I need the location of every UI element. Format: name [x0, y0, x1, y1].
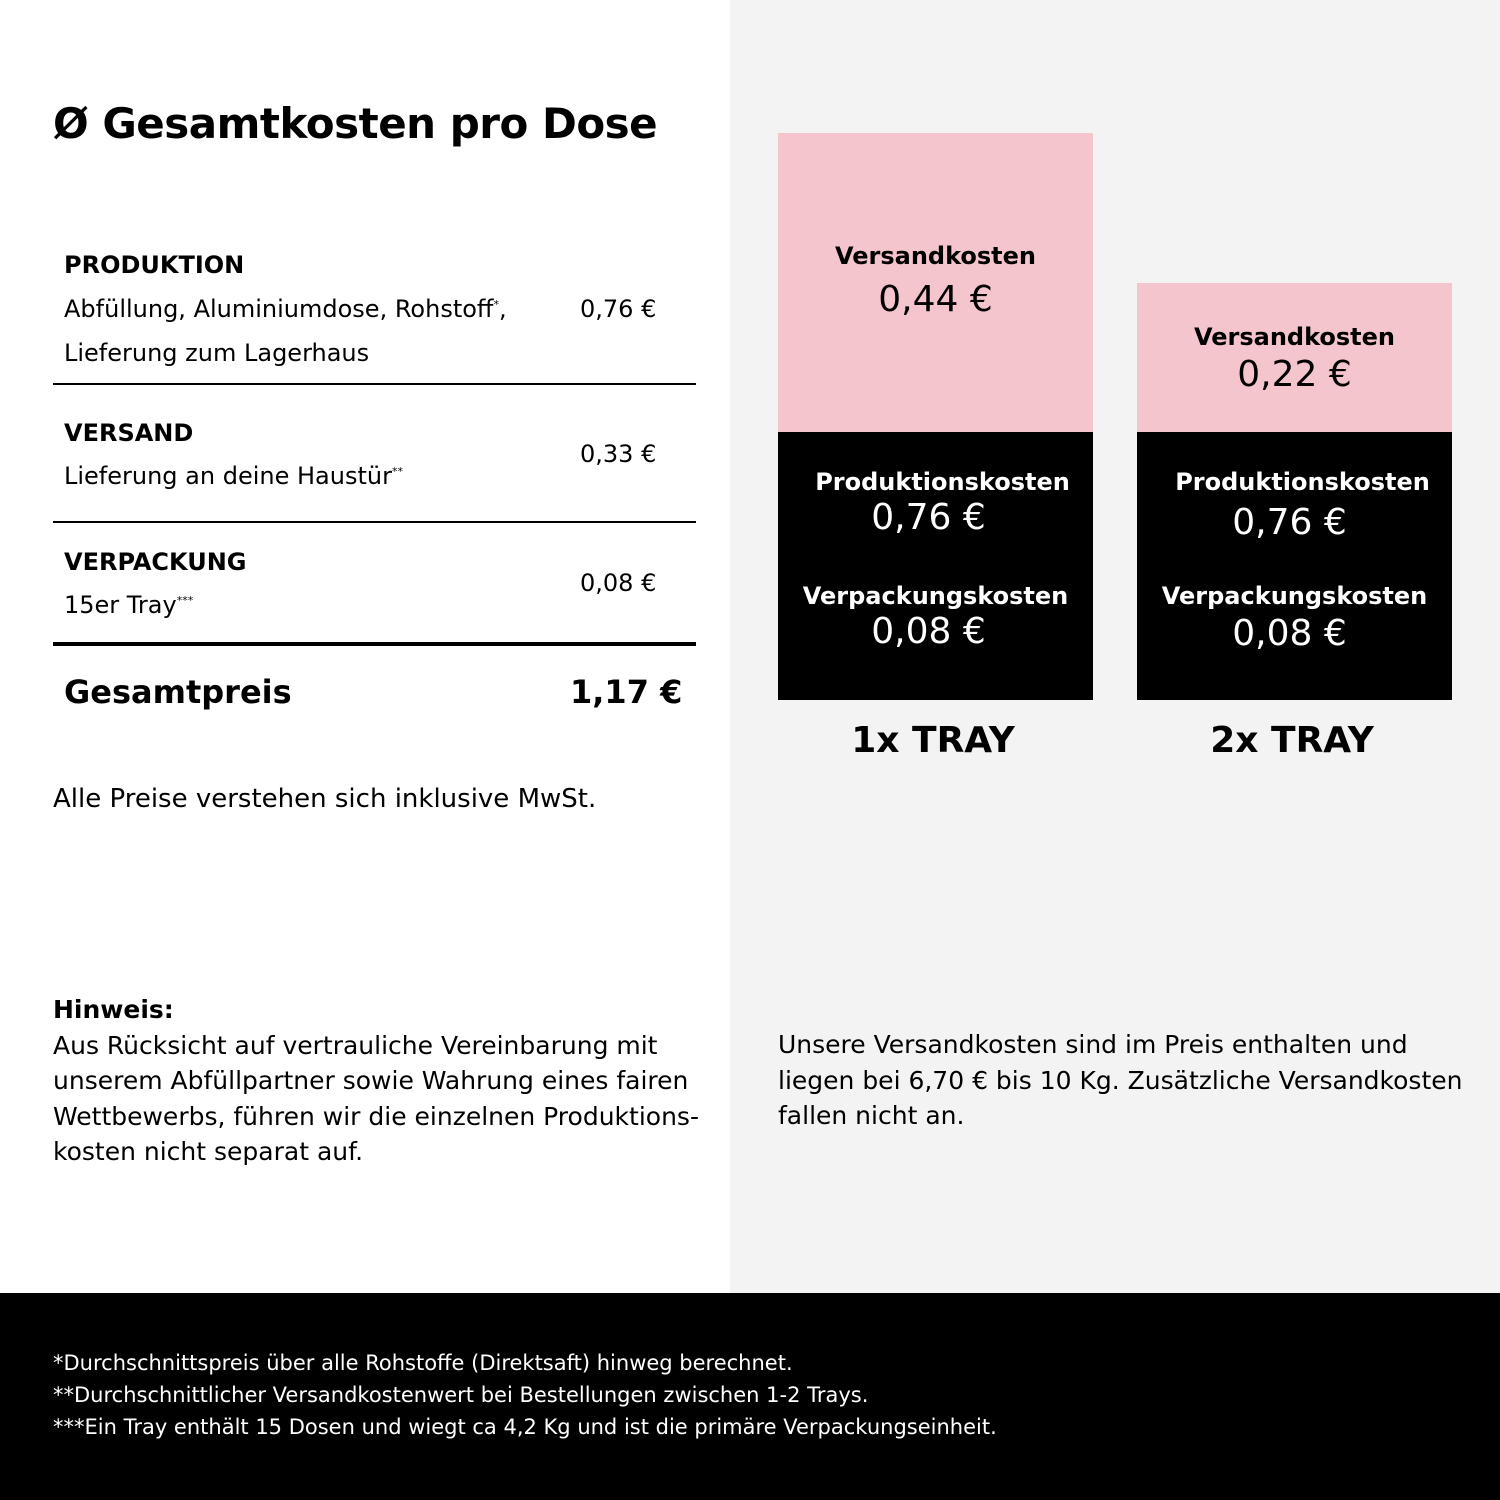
- total-value: 1,17 €: [570, 673, 683, 711]
- segment-label: Produktionskosten: [815, 468, 1070, 496]
- row-description-comma: ,: [498, 295, 507, 323]
- bar-segment-production-packaging: [778, 432, 1093, 700]
- footnote-1: *Durchschnittspreis über alle Rohstoffe (Direktsaft) hinweg berechnet.: [53, 1351, 793, 1375]
- footnote-3: ***Ein Tray enthält 15 Dosen und wiegt ca 4,2 Kg und ist die primäre Verpackungseinheit.: [53, 1415, 997, 1439]
- row-description-text: Abfüllung, Aluminiumdose, Rohstoff: [64, 295, 494, 323]
- segment-value: 0,22 €: [1237, 354, 1352, 395]
- bar-1x-tray: [778, 133, 1093, 700]
- segment-label: Versandkosten: [834, 242, 1037, 270]
- footnote-mark: *: [493, 298, 499, 311]
- segment-label: Versandkosten: [1193, 323, 1396, 351]
- row-heading: VERSAND: [64, 419, 194, 447]
- row-description-text: 15er Tray: [64, 591, 177, 619]
- bar-segment-shipping: [1137, 283, 1452, 432]
- segment-label: Produktionskosten: [1175, 468, 1430, 496]
- row-divider: [53, 521, 696, 523]
- bar-2x-tray: [1137, 283, 1452, 700]
- bar-segment-production-packaging: [1137, 432, 1452, 700]
- total-divider: [53, 642, 696, 646]
- segment-value: 0,76 €: [871, 497, 986, 538]
- bar-segment-shipping: [778, 133, 1093, 432]
- row-heading: VERPACKUNG: [64, 548, 247, 576]
- segment-value: 0,76 €: [1232, 502, 1347, 543]
- row-heading: PRODUKTION: [64, 251, 245, 279]
- row-description-text: Lieferung an deine Haustür: [64, 462, 392, 490]
- cost-row-production: [53, 248, 696, 378]
- total-label: Gesamtpreis: [64, 673, 292, 711]
- bar-caption: 1x TRAY: [851, 720, 1015, 761]
- footnote-2: **Durchschnittlicher Versandkostenwert bei Bestellungen zwischen 1-2 Trays.: [53, 1383, 869, 1407]
- row-divider: [53, 383, 696, 385]
- shipping-note: Unsere Versandkosten sind im Preis enthalten und liegen bei 6,70 € bis 10 Kg. Zusätzliche Versandkosten fallen nicht an.: [778, 1030, 1463, 1130]
- segment-label: Verpackungskosten: [802, 582, 1069, 610]
- hint-text: Aus Rücksicht auf vertrauliche Vereinbarung mit unserem Abfüllpartner sowie Wahrung eines fairen Wettbewerbs, führen wir die einzelnen Produktions-kosten nicht separat auf.: [53, 1030, 699, 1166]
- footer: [0, 1293, 1500, 1500]
- hint-title: Hinweis:: [53, 995, 174, 1024]
- segment-label: Verpackungskosten: [1161, 582, 1428, 610]
- cost-row-shipping: [53, 416, 696, 516]
- hint-box: [53, 992, 713, 1170]
- row-price: 0,08 €: [580, 569, 657, 597]
- segment-value: 0,44 €: [878, 279, 993, 320]
- row-description: [64, 454, 544, 498]
- cost-row-packaging: [53, 545, 696, 635]
- footnote-mark: **: [391, 465, 403, 478]
- footnote-mark: ***: [176, 594, 194, 607]
- row-description: [64, 583, 544, 627]
- segment-value: 0,08 €: [871, 611, 986, 652]
- row-price: 0,76 €: [580, 295, 657, 323]
- row-description: [64, 287, 544, 375]
- bar-caption: 2x TRAY: [1210, 720, 1374, 761]
- segment-value: 0,08 €: [1232, 613, 1347, 654]
- page-title: Ø Gesamtkosten pro Dose: [53, 99, 658, 148]
- row-price: 0,33 €: [580, 440, 657, 468]
- vat-note: Alle Preise verstehen sich inklusive MwSt.: [53, 784, 597, 814]
- row-description-line2: Lieferung zum Lagerhaus: [64, 339, 370, 367]
